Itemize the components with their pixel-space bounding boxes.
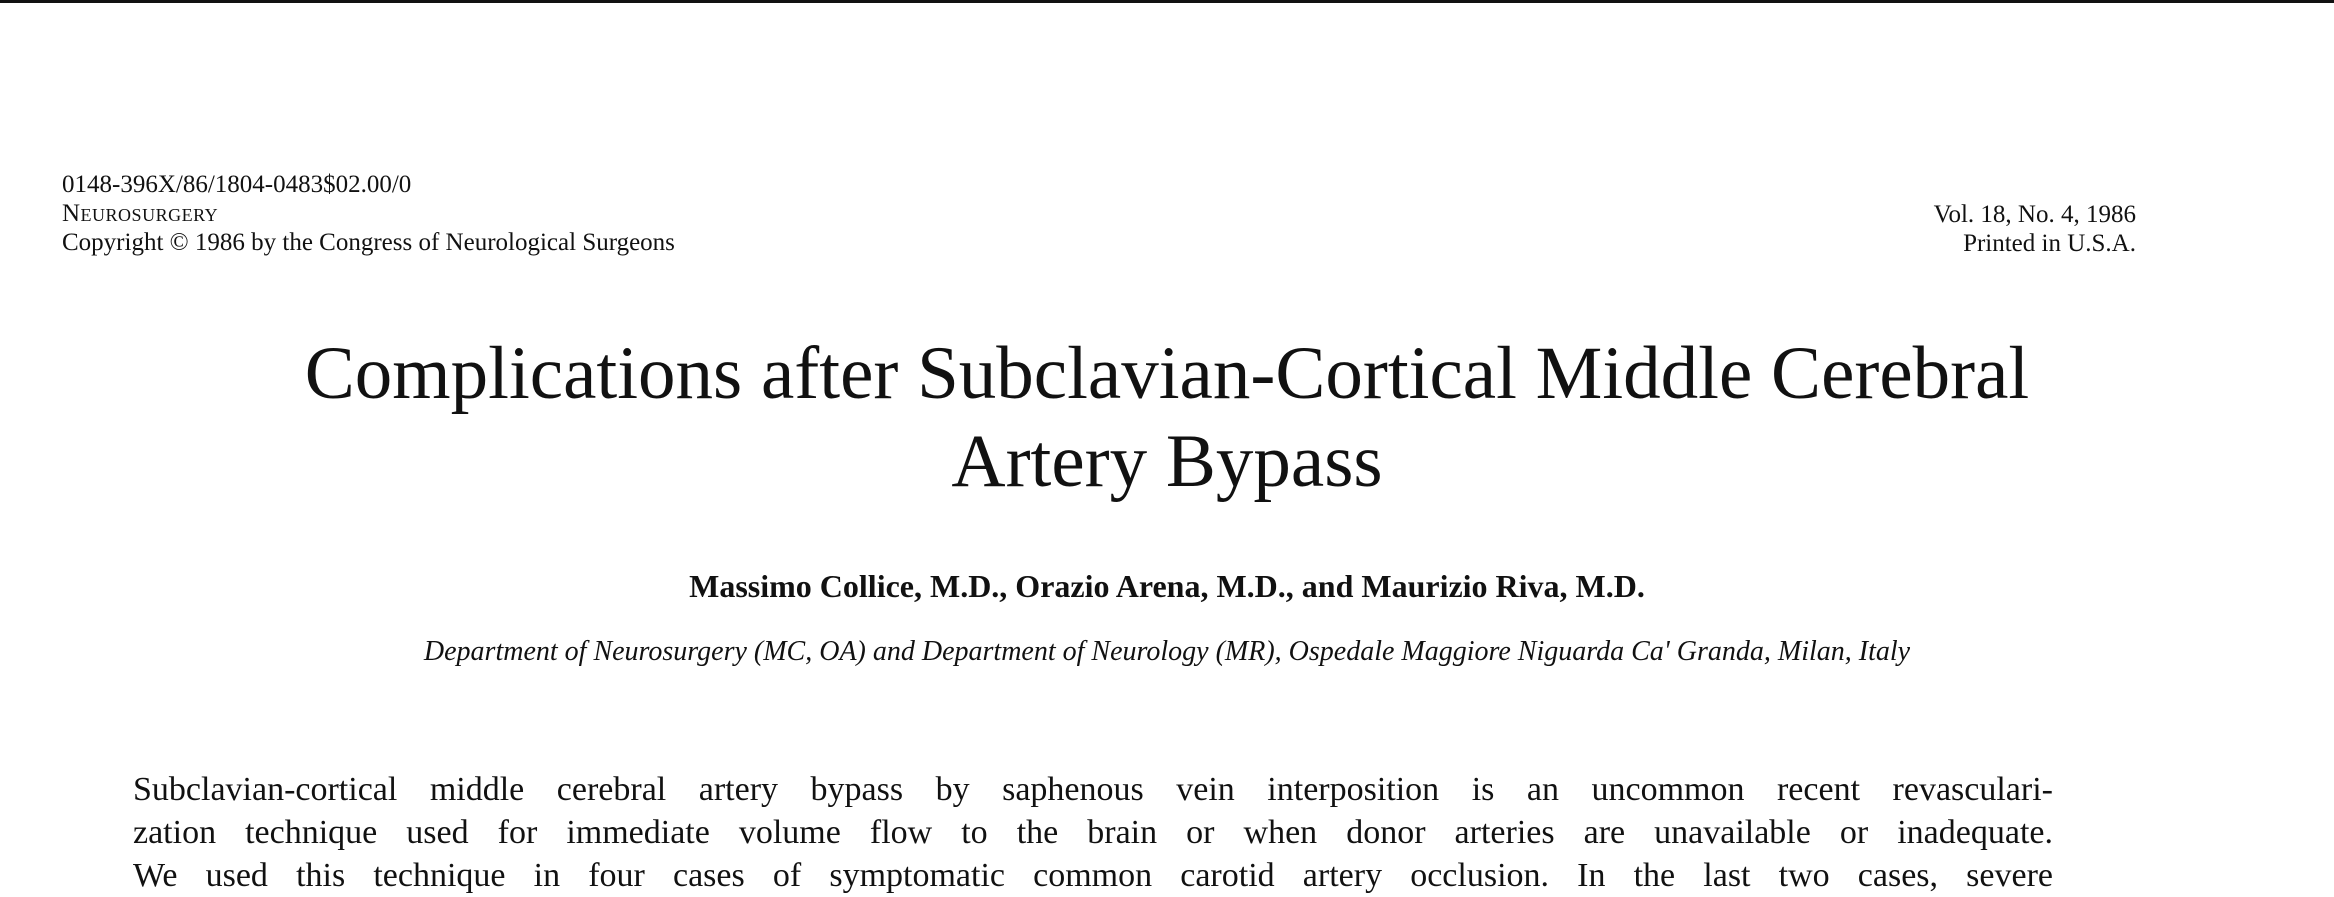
author-affiliation: Department of Neurosurgery (MC, OA) and Department of Neurology (MR), Ospedale Maggiore Niguarda Ca' Granda, Milan, Italy — [423, 636, 1911, 667]
title-line-2: Artery Bypass — [951, 420, 1383, 503]
journal-name: Neurosurgery — [62, 200, 219, 227]
article-code: 0148-396X/86/1804-0483$02.00/0 — [62, 171, 412, 198]
article-title — [0, 330, 2334, 506]
printed-location: Printed in U.S.A. — [1963, 230, 2136, 257]
journal-header-right — [1934, 200, 2136, 258]
abstract-line: zation technique used for immediate volume flow to the brain or when donor arteries are unavailable or inadequate. — [133, 814, 2053, 851]
journal-header-left — [62, 170, 675, 257]
volume-info: Vol. 18, No. 4, 1986 — [1933, 201, 2136, 228]
abstract-text — [133, 768, 2053, 897]
title-line-1: Complications after Subclavian-Cortical Middle Cerebral — [304, 332, 2030, 415]
author-list: Massimo Collice, M.D., Orazio Arena, M.D., and Maurizio Riva, M.D. — [689, 568, 1645, 604]
abstract-line: Subclavian-cortical middle cerebral artery bypass by saphenous vein interposition is an uncommon recent revasculari- — [133, 771, 2053, 808]
top-border-rule — [0, 0, 2334, 3]
abstract-line: We used this technique in four cases of symptomatic common carotid artery occlusion. In the last two cases, severe — [133, 857, 2053, 894]
copyright-notice: Copyright © 1986 by the Congress of Neurological Surgeons — [62, 229, 675, 256]
